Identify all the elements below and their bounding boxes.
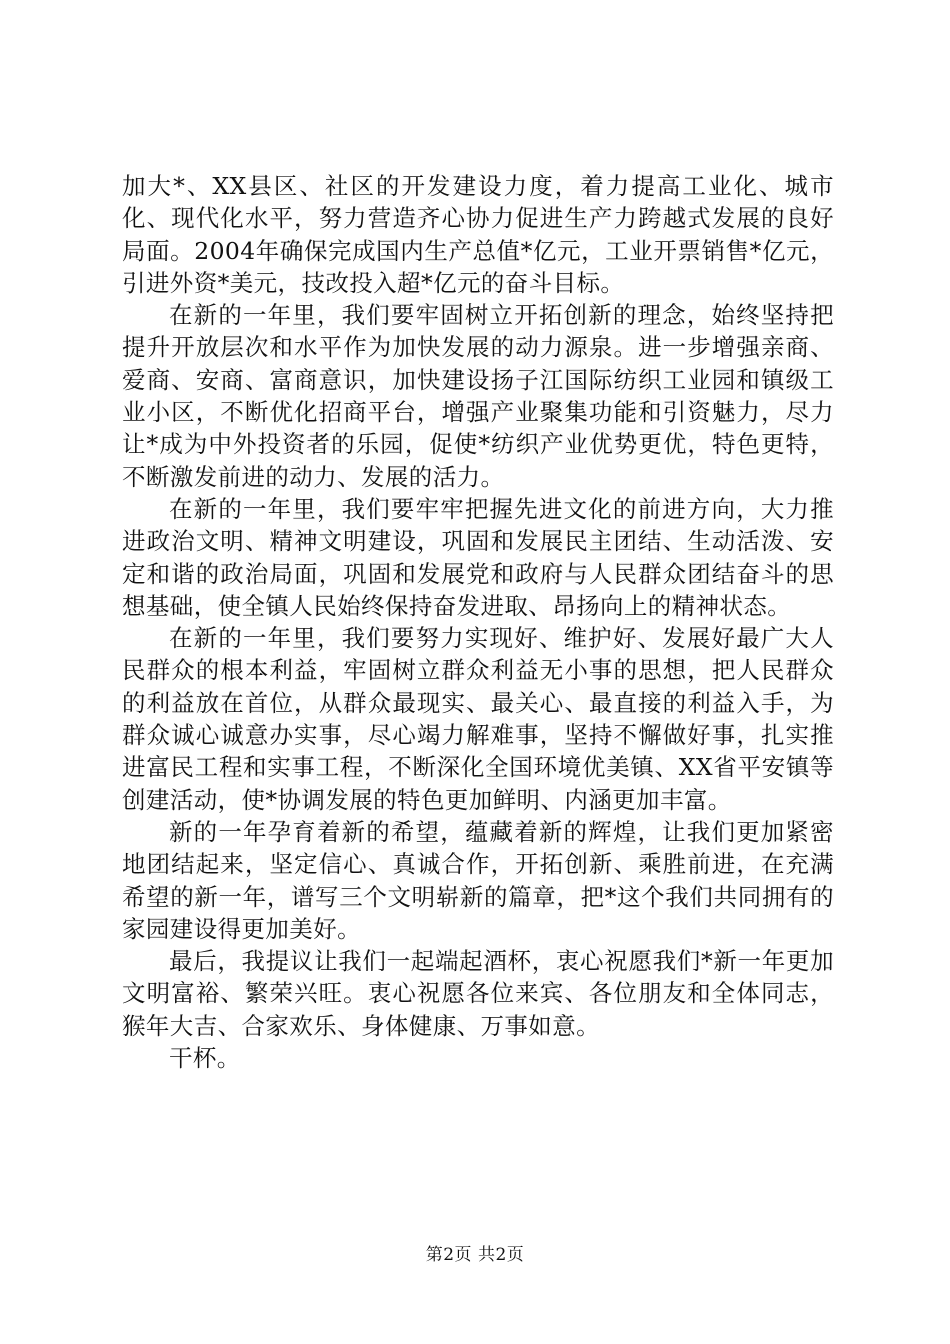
paragraph-5: 新的一年孕育着新的希望，蕴藏着新的辉煌，让我们更加紧密地团结起来，坚定信心、真诚合作，开拓创新、乘胜前进，在充满希望的新一年，谱写三个文明崭新的篇章，把*这个我们共同拥有的家园建设得更加美好。 [122,817,834,943]
paragraph-3: 在新的一年里，我们要牢牢把握先进文化的前进方向，大力推进政治文明、精神文明建设，巩固和发展民主团结、生动活泼、安定和谐的政治局面，巩固和发展党和政府与人民群众团结奋斗的思想基础，使全镇人民始终保持奋发进取、昂扬向上的精神状态。 [122,494,834,620]
paragraph-1: 加大*、XX县区、社区的开发建设力度，着力提高工业化、城市化、现代化水平，努力营造齐心协力促进生产力跨越式发展的良好局面。2004年确保完成国内生产总值*亿元，工业开票销售*亿元，引进外资*美元，技改投入超*亿元的奋斗目标。 [122,172,834,297]
document-body [122,170,834,1074]
paragraph-2: 在新的一年里，我们要牢固树立开拓创新的理念，始终坚持把提升开放层次和水平作为加快发展的动力源泉。进一步增强亲商、爱商、安商、富商意识，加快建设扬子江国际纺织工业园和镇级工业小区，不断优化招商平台，增强产业聚集功能和引资魅力，尽力让*成为中外投资者的乐园，促使*纺织产业优势更优，特色更特，不断激发前进的动力、发展的活力。 [122,301,834,491]
page-footer: 第2页 共2页 [425,1245,525,1265]
paragraph-7: 干杯。 [169,1044,241,1073]
paragraph-4: 在新的一年里，我们要努力实现好、维护好、发展好最广大人民群众的根本利益，牢固树立群众利益无小事的思想，把人民群众的利益放在首位，从群众最现实、最关心、最直接的利益入手，为群众诚心诚意办实事，尽心竭力解难事，坚持不懈做好事，扎实推进富民工程和实事工程，不断深化全国环境优美镇、XX省平安镇等创建活动，使*协调发展的特色更加鲜明、内涵更加丰富。 [122,624,834,814]
paragraph-6: 最后，我提议让我们一起端起酒杯，衷心祝愿我们*新一年更加文明富裕、繁荣兴旺。衷心祝愿各位来宾、各位朋友和全体同志，猴年大吉、合家欢乐、身体健康、万事如意。 [122,947,834,1040]
